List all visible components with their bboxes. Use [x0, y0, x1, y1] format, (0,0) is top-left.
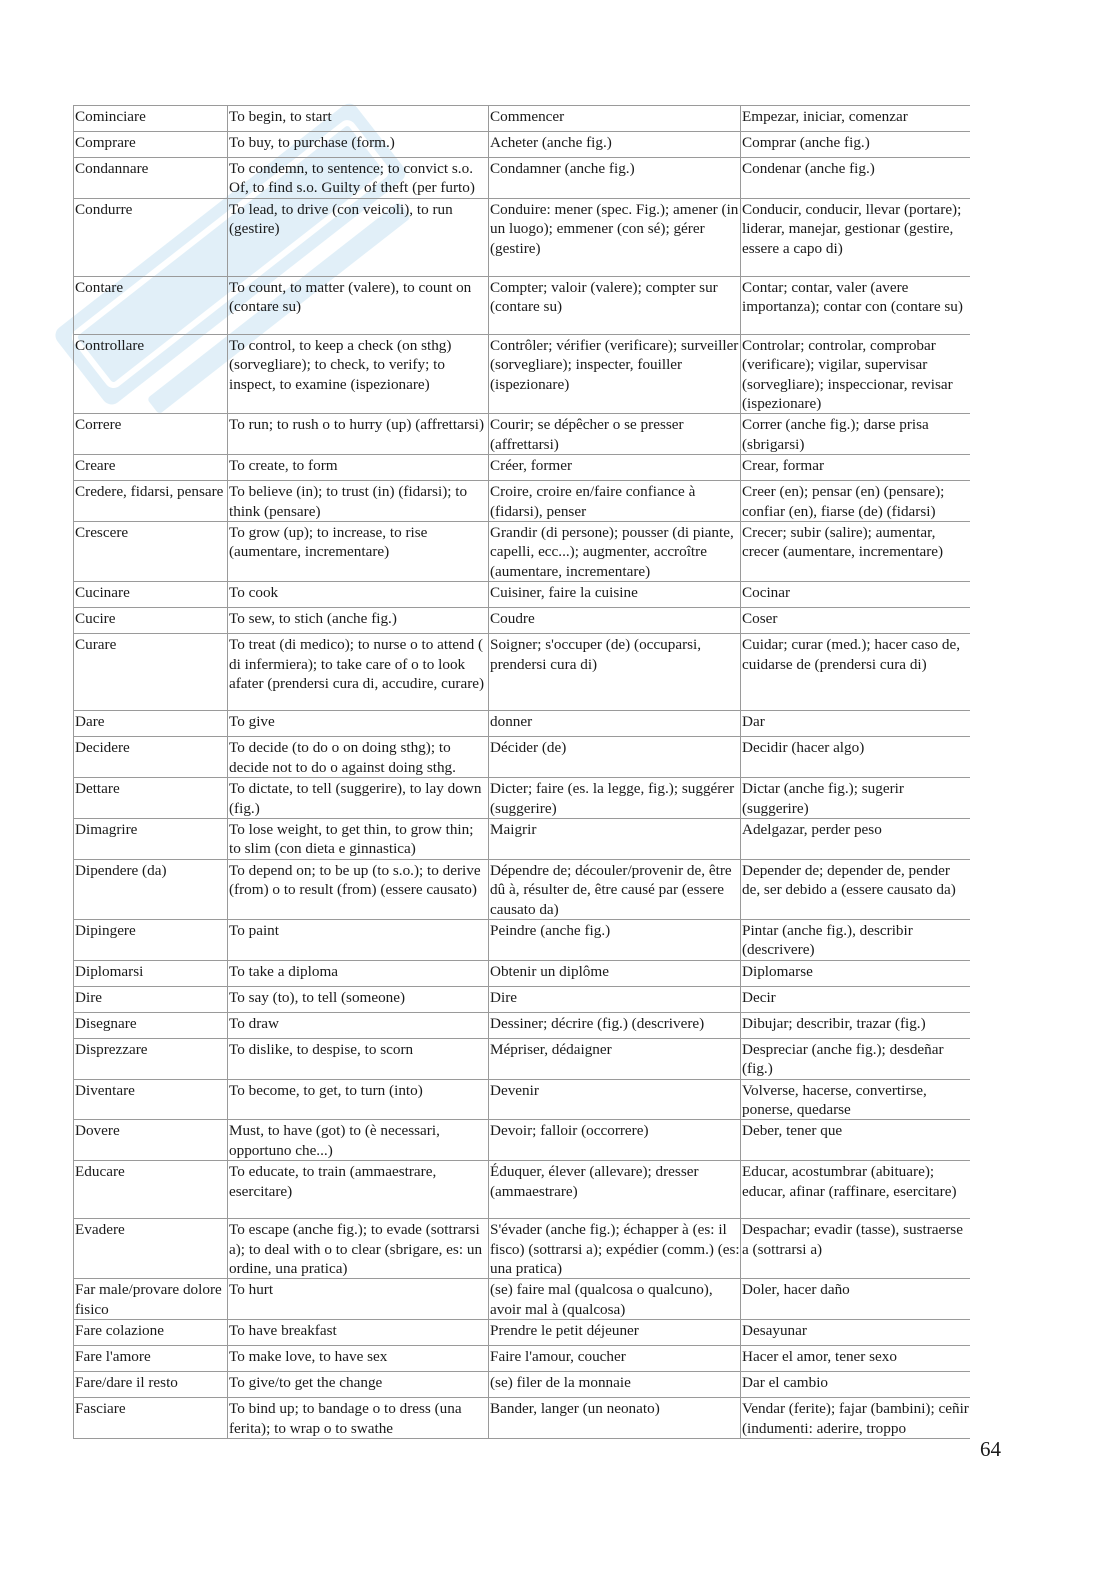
english-cell: To begin, to start [228, 106, 489, 132]
table-row [74, 1320, 970, 1346]
table-row [74, 1279, 970, 1320]
french-cell: Créer, former [489, 455, 741, 481]
english-cell: To hurt [228, 1279, 489, 1320]
spanish-cell: Cuidar; curar (med.); hacer caso de, cuidarse de (prendersi cura di) [741, 634, 970, 711]
spanish-cell: Crecer; subir (salire); aumentar, crecer (aumentare, incrementare) [741, 522, 970, 582]
spanish-cell: Controlar; controlar, comprobar (verificare); vigilar, supervisar (sorvegliare); inspeccionar, revisar (ispezionare) [741, 334, 970, 414]
spanish-cell: Deber, tener que [741, 1120, 970, 1161]
english-cell: To create, to form [228, 455, 489, 481]
spanish-cell: Dar [741, 711, 970, 737]
italian-cell: Cucinare [74, 582, 228, 608]
english-cell: To give [228, 711, 489, 737]
french-cell: Décider (de) [489, 737, 741, 778]
spanish-cell: Hacer el amor, tener sexo [741, 1346, 970, 1372]
table-row [74, 1219, 970, 1279]
english-cell: To have breakfast [228, 1320, 489, 1346]
table-row [74, 522, 970, 582]
english-cell: To sew, to stich (anche fig.) [228, 608, 489, 634]
french-cell: Dessiner; décrire (fig.) (descrivere) [489, 1012, 741, 1038]
italian-cell: Comprare [74, 132, 228, 158]
table-row [74, 737, 970, 778]
spanish-cell: Despachar; evadir (tasse), sustraerse a (sottrarsi a) [741, 1219, 970, 1279]
french-cell: (se) filer de la monnaie [489, 1372, 741, 1398]
table-row [74, 455, 970, 481]
french-cell: Acheter (anche fig.) [489, 132, 741, 158]
italian-cell: Condurre [74, 198, 228, 276]
english-cell: To grow (up); to increase, to rise (aumentare, incrementare) [228, 522, 489, 582]
english-cell: To say (to), to tell (someone) [228, 986, 489, 1012]
italian-cell: Far male/provare dolore fisico [74, 1279, 228, 1320]
english-cell: To cook [228, 582, 489, 608]
spanish-cell: Creer (en); pensar (en) (pensare); confiar (en), fiarse (de) (fidarsi) [741, 481, 970, 522]
french-cell: Cuisiner, faire la cuisine [489, 582, 741, 608]
table-row [74, 919, 970, 960]
table-row [74, 1161, 970, 1219]
spanish-cell: Dictar (anche fig.); sugerir (suggerire) [741, 778, 970, 819]
table-row [74, 1120, 970, 1161]
italian-cell: Disegnare [74, 1012, 228, 1038]
italian-cell: Fare l'amore [74, 1346, 228, 1372]
french-cell: Mépriser, dédaigner [489, 1038, 741, 1079]
table-row [74, 1038, 970, 1079]
english-cell: To decide (to do o on doing sthg); to decide not to do o against doing sthg. [228, 737, 489, 778]
english-cell: To become, to get, to turn (into) [228, 1079, 489, 1120]
italian-cell: Decidere [74, 737, 228, 778]
spanish-cell: Pintar (anche fig.), describir (descrivere) [741, 919, 970, 960]
french-cell: (se) faire mal (qualcosa o qualcuno), avoir mal à (qualcosa) [489, 1279, 741, 1320]
spanish-cell: Correr (anche fig.); darse prisa (sbrigarsi) [741, 414, 970, 455]
italian-cell: Crescere [74, 522, 228, 582]
french-cell: Contrôler; vérifier (verificare); surveiller (sorvegliare); inspecter, fouiller (ispezionare) [489, 334, 741, 414]
spanish-cell: Coser [741, 608, 970, 634]
english-cell: To believe (in); to trust (in) (fidarsi); to think (pensare) [228, 481, 489, 522]
page-number: 64 [980, 1437, 1001, 1461]
english-cell: To draw [228, 1012, 489, 1038]
english-cell: To count, to matter (valere), to count on (contare su) [228, 276, 489, 334]
french-cell: Bander, langer (un neonato) [489, 1398, 741, 1439]
spanish-cell: Condenar (anche fig.) [741, 158, 970, 199]
english-cell: To lead, to drive (con veicoli), to run (gestire) [228, 198, 489, 276]
table-row [74, 859, 970, 919]
italian-cell: Dare [74, 711, 228, 737]
italian-cell: Disprezzare [74, 1038, 228, 1079]
french-cell: Commencer [489, 106, 741, 132]
french-cell: Dire [489, 986, 741, 1012]
french-cell: Éduquer, élever (allevare); dresser (ammaestrare) [489, 1161, 741, 1219]
table-row [74, 778, 970, 819]
spanish-cell: Depender de; depender de, pender de, ser debido a (essere causato da) [741, 859, 970, 919]
italian-cell: Contare [74, 276, 228, 334]
table-row [74, 1398, 970, 1439]
table-row [74, 711, 970, 737]
table-row [74, 818, 970, 859]
spanish-cell: Contar; contar, valer (avere importanza); contar con (contare su) [741, 276, 970, 334]
spanish-cell: Conducir, conducir, llevar (portare); liderar, manejar, gestionar (gestire, essere a capo di) [741, 198, 970, 276]
table-row [74, 1079, 970, 1120]
french-cell: Compter; valoir (valere); compter sur (contare su) [489, 276, 741, 334]
english-cell: To buy, to purchase (form.) [228, 132, 489, 158]
spanish-cell: Crear, formar [741, 455, 970, 481]
french-cell: donner [489, 711, 741, 737]
table-row [74, 276, 970, 334]
spanish-cell: Diplomarse [741, 960, 970, 986]
table-row [74, 1012, 970, 1038]
english-cell: To educate, to train (ammaestrare, esercitare) [228, 1161, 489, 1219]
english-cell: To dislike, to despise, to scorn [228, 1038, 489, 1079]
french-cell: Conduire: mener (spec. Fig.); amener (in un luogo); emmener (con sé); gérer (gestire) [489, 198, 741, 276]
english-cell: To dictate, to tell (suggerire), to lay down (fig.) [228, 778, 489, 819]
english-cell: To lose weight, to get thin, to grow thin; to slim (con dieta e ginnastica) [228, 818, 489, 859]
italian-cell: Dimagrire [74, 818, 228, 859]
italian-cell: Dipingere [74, 919, 228, 960]
table-row [74, 132, 970, 158]
italian-cell: Cominciare [74, 106, 228, 132]
french-cell: Faire l'amour, coucher [489, 1346, 741, 1372]
french-cell: Dicter; faire (es. la legge, fig.); suggérer (suggerire) [489, 778, 741, 819]
english-cell: To control, to keep a check (on sthg) (sorvegliare); to check, to verify; to inspect, to examine (ispezionare) [228, 334, 489, 414]
spanish-cell: Despreciar (anche fig.); desdeñar (fig.) [741, 1038, 970, 1079]
spanish-cell: Empezar, iniciar, comenzar [741, 106, 970, 132]
table-row [74, 634, 970, 711]
spanish-cell: Dibujar; describir, trazar (fig.) [741, 1012, 970, 1038]
french-cell: Soigner; s'occuper (de) (occuparsi, prendersi cura di) [489, 634, 741, 711]
table-row [74, 960, 970, 986]
english-cell: To make love, to have sex [228, 1346, 489, 1372]
italian-cell: Controllare [74, 334, 228, 414]
english-cell: To depend on; to be up (to s.o.); to derive (from) o to result (from) (essere causato) [228, 859, 489, 919]
french-cell: S'évader (anche fig.); échapper à (es: il fisco) (sottrarsi a); expédier (comm.) (es: una pratica) [489, 1219, 741, 1279]
spanish-cell: Doler, hacer daño [741, 1279, 970, 1320]
italian-cell: Correre [74, 414, 228, 455]
italian-cell: Dire [74, 986, 228, 1012]
spanish-cell: Decidir (hacer algo) [741, 737, 970, 778]
english-cell: To condemn, to sentence; to convict s.o. Of, to find s.o. Guilty of theft (per furto) [228, 158, 489, 199]
english-cell: To treat (di medico); to nurse o to attend ( di infermiera); to take care of o to look afater (prendersi cura di, accudire, curare) [228, 634, 489, 711]
english-cell: To paint [228, 919, 489, 960]
english-cell: Must, to have (got) to (è necessari, opportuno che...) [228, 1120, 489, 1161]
french-cell: Dépendre de; découler/provenir de, être dû à, résulter de, être causé par (essere causato da) [489, 859, 741, 919]
italian-cell: Evadere [74, 1219, 228, 1279]
italian-cell: Diventare [74, 1079, 228, 1120]
french-cell: Prendre le petit déjeuner [489, 1320, 741, 1346]
table-row [74, 158, 970, 199]
table-row [74, 1346, 970, 1372]
italian-cell: Fasciare [74, 1398, 228, 1439]
spanish-cell: Cocinar [741, 582, 970, 608]
spanish-cell: Volverse, hacerse, convertirse, ponerse, quedarse [741, 1079, 970, 1120]
vocabulary-table [73, 105, 970, 1439]
english-cell: To take a diploma [228, 960, 489, 986]
french-cell: Devenir [489, 1079, 741, 1120]
italian-cell: Diplomarsi [74, 960, 228, 986]
table-row [74, 582, 970, 608]
english-cell: To run; to rush o to hurry (up) (affrettarsi) [228, 414, 489, 455]
english-cell: To bind up; to bandage o to dress (una ferita); to wrap o to swathe [228, 1398, 489, 1439]
spanish-cell: Decir [741, 986, 970, 1012]
french-cell: Croire, croire en/faire confiance à (fidarsi), penser [489, 481, 741, 522]
english-cell: To escape (anche fig.); to evade (sottrarsi a); to deal with o to clear (sbrigare, es: un ordine, una pratica) [228, 1219, 489, 1279]
table-row [74, 414, 970, 455]
table-row [74, 1372, 970, 1398]
table-row [74, 334, 970, 414]
italian-cell: Dovere [74, 1120, 228, 1161]
italian-cell: Educare [74, 1161, 228, 1219]
italian-cell: Dipendere (da) [74, 859, 228, 919]
spanish-cell: Vendar (ferite); fajar (bambini); ceñir (indumenti: aderire, troppo [741, 1398, 970, 1439]
french-cell: Obtenir un diplôme [489, 960, 741, 986]
english-cell: To give/to get the change [228, 1372, 489, 1398]
table-row [74, 198, 970, 276]
french-cell: Peindre (anche fig.) [489, 919, 741, 960]
italian-cell: Creare [74, 455, 228, 481]
table-row [74, 608, 970, 634]
spanish-cell: Comprar (anche fig.) [741, 132, 970, 158]
spanish-cell: Educar, acostumbrar (abituare); educar, afinar (raffinare, esercitare) [741, 1161, 970, 1219]
table-row [74, 986, 970, 1012]
italian-cell: Fare/dare il resto [74, 1372, 228, 1398]
spanish-cell: Adelgazar, perder peso [741, 818, 970, 859]
italian-cell: Curare [74, 634, 228, 711]
table-row [74, 106, 970, 132]
french-cell: Courir; se dépêcher o se presser (affrettarsi) [489, 414, 741, 455]
italian-cell: Condannare [74, 158, 228, 199]
french-cell: Maigrir [489, 818, 741, 859]
spanish-cell: Dar el cambio [741, 1372, 970, 1398]
italian-cell: Cucire [74, 608, 228, 634]
italian-cell: Fare colazione [74, 1320, 228, 1346]
french-cell: Coudre [489, 608, 741, 634]
italian-cell: Credere, fidarsi, pensare [74, 481, 228, 522]
table-row [74, 481, 970, 522]
italian-cell: Dettare [74, 778, 228, 819]
french-cell: Devoir; falloir (occorrere) [489, 1120, 741, 1161]
french-cell: Grandir (di persone); pousser (di piante, capelli, ecc...); augmenter, accroître (aumentare, incrementare) [489, 522, 741, 582]
spanish-cell: Desayunar [741, 1320, 970, 1346]
french-cell: Condamner (anche fig.) [489, 158, 741, 199]
